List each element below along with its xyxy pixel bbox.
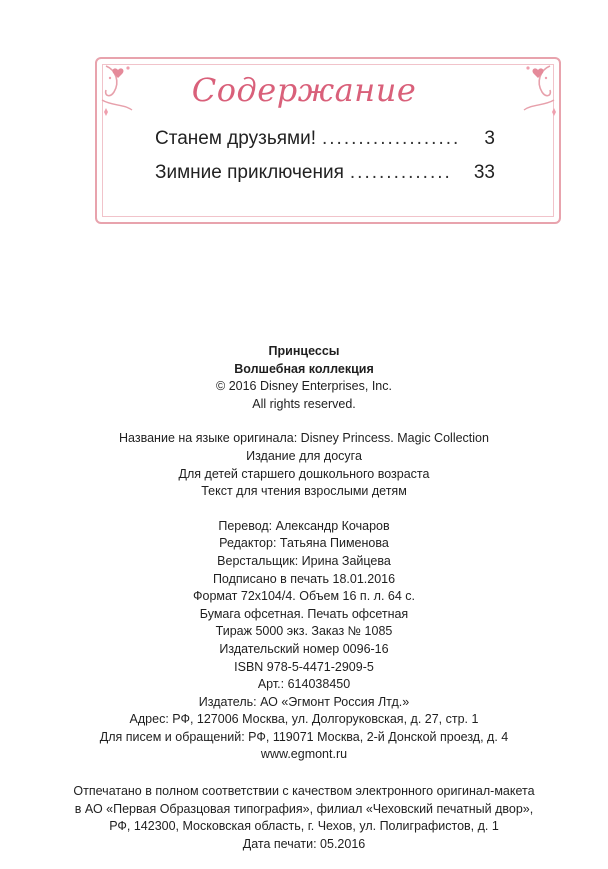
- imprint-line: Издательский номер 0096-16: [219, 641, 389, 656]
- imprint: [0, 343, 608, 853]
- toc-title: Содержание: [191, 71, 417, 109]
- imprint-line: Для писем и обращений: РФ, 119071 Москва, 2-й Донской проезд, д. 4: [99, 729, 509, 744]
- imprint-line: Перевод: Александр Кочаров: [218, 518, 390, 533]
- imprint-line: Дата печати: 05.2016: [242, 836, 366, 851]
- imprint-line: Адрес: РФ, 127006 Москва, ул. Долгоруковская, д. 27, стр. 1: [129, 712, 479, 727]
- imprint-line: Текст для чтения взрослыми детям: [201, 484, 407, 499]
- imprint-line: Издание для досуга: [246, 448, 362, 463]
- rights-line: All rights reserved.: [252, 396, 356, 411]
- toc-entry: [155, 128, 495, 150]
- toc-entry-label: Зимние приключения: [155, 162, 344, 183]
- imprint-line: Название на языке оригинала: Disney Princess. Magic Collection: [119, 431, 489, 446]
- imprint-line: ISBN 978-5-4471-2909-5: [234, 659, 374, 674]
- imprint-line: Издатель: АО «Эгмонт Россия Лтд.»: [198, 694, 410, 709]
- imprint-line: Подписано в печать 18.01.2016: [212, 571, 396, 586]
- imprint-line: Арт.: 614038450: [257, 677, 351, 692]
- imprint-line: Для детей старшего дошкольного возраста: [178, 466, 430, 481]
- imprint-line: Верстальщик: Ирина Зайцева: [217, 553, 391, 568]
- publisher-website: www.egmont.ru: [260, 747, 348, 762]
- imprint-line: Бумага офсетная. Печать офсетная: [199, 606, 409, 621]
- toc-entry-label: Станем друзьями!: [155, 128, 316, 149]
- toc-entry: [155, 162, 495, 184]
- toc-entry-dots: ...................: [321, 128, 461, 149]
- toc-entry-page: 33: [473, 162, 495, 183]
- imprint-line: Отпечатано в полном соответствии с качеством электронного оригинал-макета: [73, 784, 535, 799]
- toc-entry-page: 3: [484, 128, 495, 149]
- copyright-line: © 2016 Disney Enterprises, Inc.: [216, 379, 392, 394]
- imprint-line: в АО «Первая Образцовая типография», филиал «Чеховский печатный двор»,: [74, 801, 534, 816]
- imprint-line: Тираж 5000 экз. Заказ № 1085: [215, 624, 393, 639]
- imprint-line: Редактор: Татьяна Пименова: [219, 536, 389, 551]
- imprint-line: РФ, 142300, Московская область, г. Чехов, ул. Полиграфистов, д. 1: [109, 819, 499, 834]
- book-subtitle: Волшебная коллекция: [234, 361, 374, 376]
- imprint-line: Формат 72х104/4. Объем 16 п. л. 64 с.: [193, 589, 415, 604]
- book-title: Принцессы: [268, 344, 340, 358]
- toc-entry-dots: ..............: [349, 162, 452, 183]
